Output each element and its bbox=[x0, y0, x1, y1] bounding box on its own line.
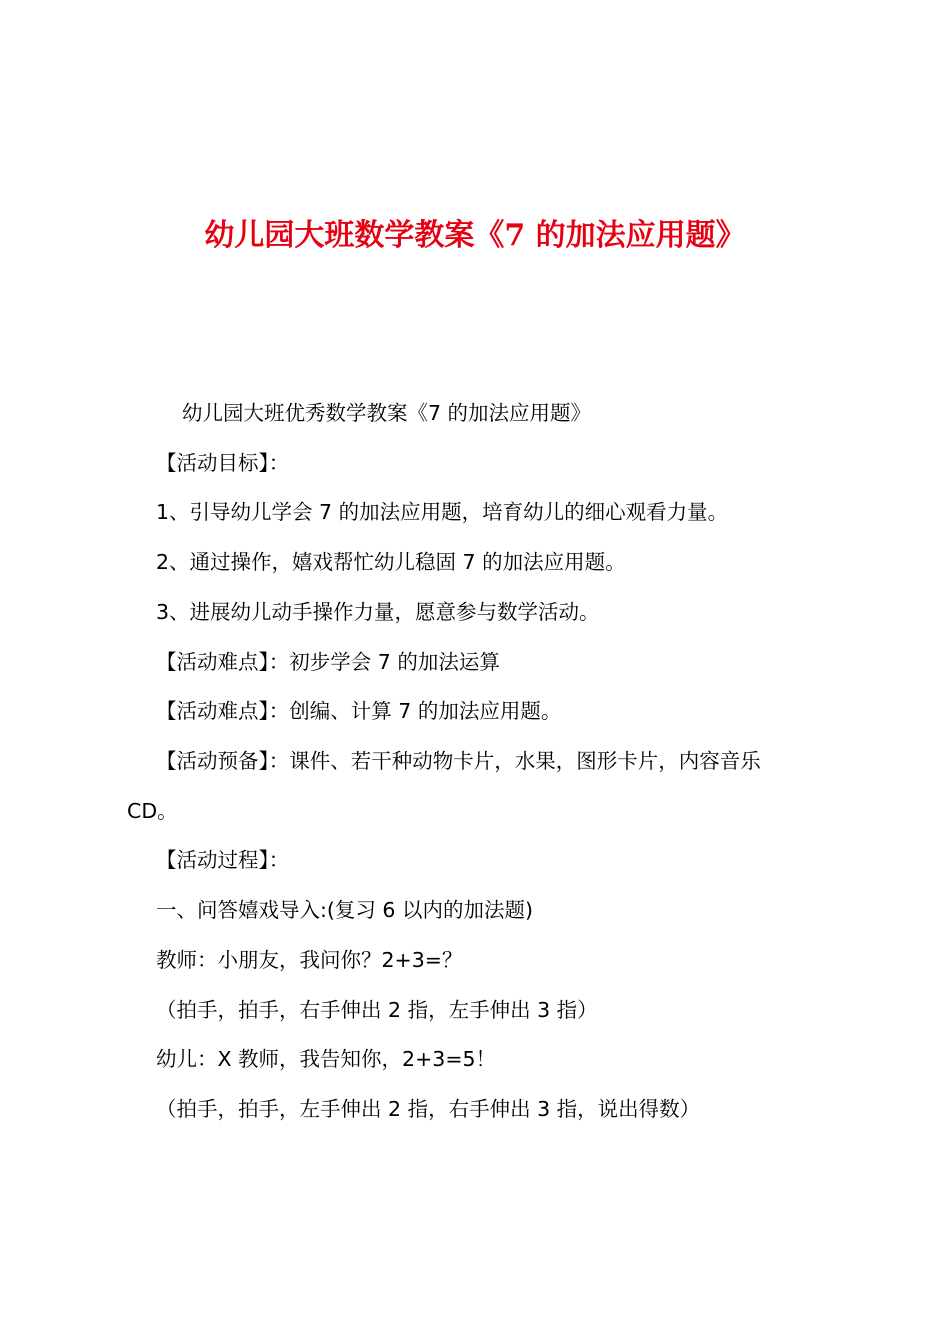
child-action-note: （拍手，拍手，左手伸出 2 指，右手伸出 3 指，说出得数） bbox=[156, 1097, 701, 1121]
goal-item-2: 2、通过操作，嬉戏帮忙幼儿稳固 7 的加法应用题。 bbox=[156, 550, 626, 574]
teacher-action-note: （拍手，拍手，右手伸出 2 指，左手伸出 3 指） bbox=[156, 998, 598, 1022]
goal-item-3: 3、进展幼儿动手操作力量，愿意参与数学活动。 bbox=[156, 600, 600, 624]
difficulty-line-1: 【活动难点】：初步学会 7 的加法运算 bbox=[156, 650, 500, 674]
process-step-1: 一、问答嬉戏导入:(复习 6 以内的加法题) bbox=[156, 898, 533, 922]
section-heading-process: 【活动过程】： bbox=[156, 848, 290, 872]
document-title: 幼儿园大班数学教案《7 的加法应用题》 bbox=[204, 218, 746, 253]
preparation-line-continued: CD。 bbox=[127, 799, 178, 823]
child-answer: 幼儿：X 教师，我告知你，2+3=5！ bbox=[156, 1047, 497, 1071]
goal-item-1: 1、引导幼儿学会 7 的加法应用题，培育幼儿的细心观看力量。 bbox=[156, 500, 729, 524]
teacher-question: 教师：小朋友，我问你？2+3=？ bbox=[156, 948, 463, 972]
difficulty-line-2: 【活动难点】：创编、计算 7 的加法应用题。 bbox=[156, 699, 562, 723]
preparation-line: 【活动预备】：课件、若干种动物卡片，水果，图形卡片，内容音乐 bbox=[156, 749, 761, 773]
section-heading-goals: 【活动目标】： bbox=[156, 451, 290, 475]
subtitle-line: 幼儿园大班优秀数学教案《7 的加法应用题》 bbox=[182, 401, 592, 425]
